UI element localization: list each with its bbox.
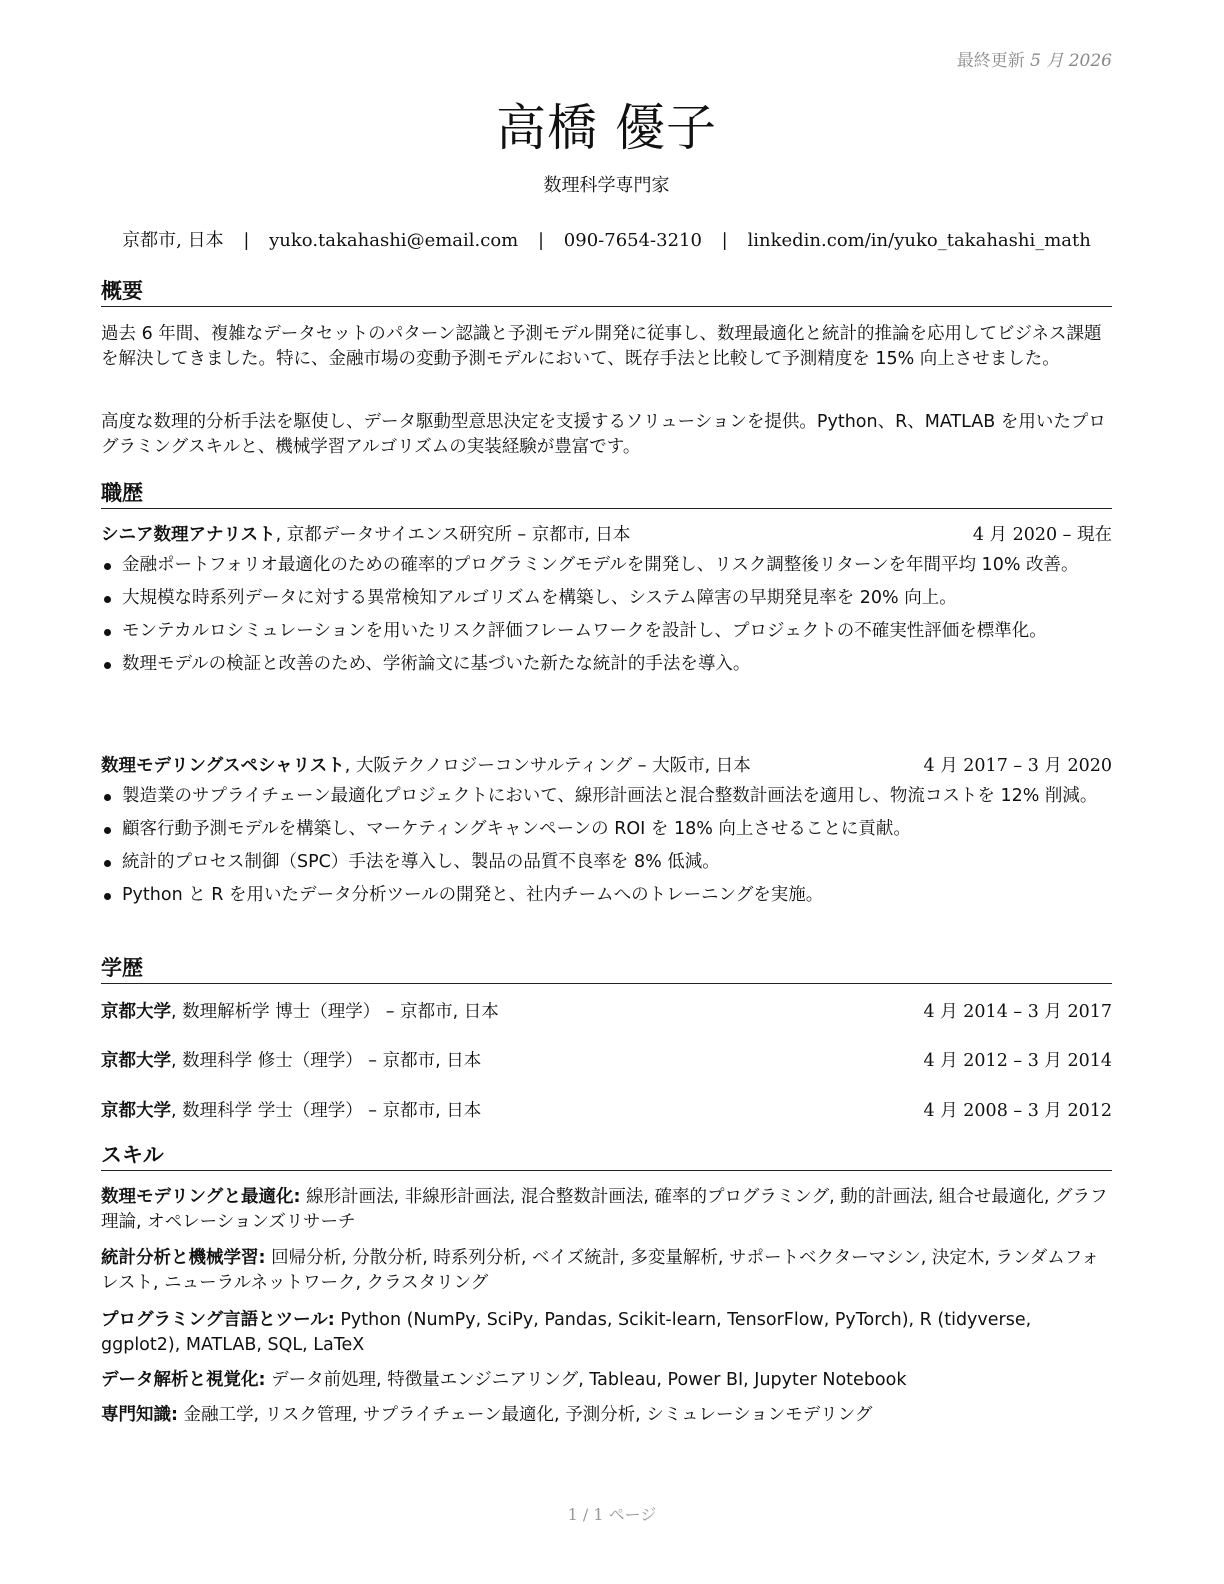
bullet-icon [104,860,111,867]
job-role: 数理モデリングスペシャリスト [101,756,345,776]
bullet-icon [104,893,111,900]
skill-group [101,1368,1112,1393]
job-role: シニア数理アナリスト [101,525,276,545]
list-item: 大規模な時系列データに対する異常検知アルゴリズムを構築し、システム障害の早期発見率を 20% 向上。 [101,586,1112,611]
education-dates: 4 月 2008 – 3 月 2012 [923,1101,1112,1121]
section-title-education: 学歴 [101,955,1112,984]
job-org: , 京都データサイエンス研究所 – 京都市, 日本 [275,525,631,545]
skill-label: データ解析と視覚化: [101,1370,266,1390]
list-item: 金融ポートフォリオ最適化のための確率的プログラミングモデルを開発し、リスク調整後リターンを年間平均 10% 改善。 [101,553,1112,578]
skill-label: 数理モデリングと最適化: [101,1187,301,1207]
bullet-icon [104,794,111,801]
degree-detail: , 数理解析学 博士（理学） – 京都市, 日本 [171,1002,499,1022]
skill-label: 統計分析と機械学習: [101,1248,266,1268]
section-title-experience: 職歴 [101,480,1112,509]
education-dates: 4 月 2012 – 3 月 2014 [923,1051,1112,1071]
skill-text: 金融工学, リスク管理, サプライチェーン最適化, 予測分析, シミュレーションモデリング [178,1405,873,1425]
list-item: 製造業のサプライチェーン最適化プロジェクトにおいて、線形計画法と混合整数計画法を適用し、物流コストを 12% 削減。 [101,784,1112,809]
section-title-summary: 概要 [101,278,1112,307]
skill-label: 専門知識: [101,1405,178,1425]
education-dates: 4 月 2014 – 3 月 2017 [923,1002,1112,1022]
list-item: 顧客行動予測モデルを構築し、マーケティングキャンペーンの ROI を 18% 向上させることに貢献。 [101,817,1112,842]
contact-separator: | [243,230,250,251]
skill-group [101,1185,1112,1235]
list-item: モンテカルロシミュレーションを用いたリスク評価フレームワークを設計し、プロジェクトの不確実性評価を標準化。 [101,619,1112,644]
contact-separator: | [721,230,728,251]
education-entry [101,1049,1112,1073]
contact-email[interactable]: yuko.takahashi@email.com [269,230,519,251]
skill-group [101,1246,1112,1296]
job-bullets [101,553,1112,685]
skill-text: 回帰分析, 分散分析, 時系列分析, ベイズ統計, 多変量解析, サポートベクターマシン, 決定木, ランダムフォレスト, ニューラルネットワーク, クラスタリング [101,1248,1099,1293]
degree-detail: , 数理科学 学士（理学） – 京都市, 日本 [171,1101,482,1121]
bullet-icon [104,662,111,669]
list-item: 数理モデルの検証と改善のため、学術論文に基づいた新たな統計的手法を導入。 [101,652,1112,677]
contact-line [101,226,1112,252]
contact-phone[interactable]: 090-7654-3210 [563,230,702,251]
last-updated-date: 5 月 2026 [1030,51,1112,71]
last-updated-label: 最終更新 [956,51,1025,71]
job-dates: 4 月 2017 – 3 月 2020 [923,756,1112,776]
job-dates: 4 月 2020 – 現在 [972,525,1112,545]
summary-paragraph: 高度な数理的分析手法を駆使し、データ駆動型意思決定を支援するソリューションを提供。Python、R、MATLAB を用いたプログラミングスキルと、機械学習アルゴリズムの実装経験が豊富です。 [101,412,1106,457]
education-entry [101,1000,1112,1024]
degree-detail: , 数理科学 修士（理学） – 京都市, 日本 [171,1051,482,1071]
skill-text: Python (NumPy, SciPy, Pandas, Scikit-learn, TensorFlow, PyTorch), R (tidyverse, ggplot2), MATLAB, SQL, LaTeX [101,1310,1032,1355]
school-name: 京都大学 [101,1101,171,1121]
school-name: 京都大学 [101,1002,171,1022]
contact-location: 京都市, 日本 [122,230,224,251]
list-item: Python と R を用いたデータ分析ツールの開発と、社内チームへのトレーニングを実施。 [101,883,1112,908]
skill-label: プログラミング言語とツール: [101,1310,335,1330]
headline: 数理科学専門家 [543,175,670,196]
skill-group [101,1403,1112,1428]
page-number: 1 / 1 ページ [567,1505,657,1524]
list-item: 統計的プロセス制御（SPC）手法を導入し、製品の品質不良率を 8% 低減。 [101,850,1112,875]
contact-separator: | [537,230,545,251]
job-org: , 大阪テクノロジーコンサルティング – 大阪市, 日本 [344,756,751,776]
bullet-icon [104,596,111,603]
section-title-skills: スキル [101,1142,1112,1171]
job-header [101,523,1112,547]
school-name: 京都大学 [101,1051,171,1071]
job-header [101,754,1112,778]
bullet-icon [104,827,111,834]
skill-text: データ前処理, 特徴量エンジニアリング, Tableau, Power BI, Jupyter Notebook [265,1370,907,1390]
job-bullets [101,784,1112,916]
skill-text: 線形計画法, 非線形計画法, 混合整数計画法, 確率的プログラミング, 動的計画法, 組合せ最適化, グラフ理論, オペレーションズリサーチ [101,1187,1108,1232]
last-updated [957,46,1112,71]
contact-linkedin[interactable]: linkedin.com/in/yuko_takahashi_math [747,230,1091,251]
person-name: 高橋 優子 [496,99,717,157]
bullet-icon [104,563,111,570]
education-entry [101,1099,1112,1123]
summary-paragraph: 過去 6 年間、複雑なデータセットのパターン認識と予測モデル開発に従事し、数理最適化と統計的推論を応用してビジネス課題を解決してきました。特に、金融市場の変動予測モデルにおいて、既存手法と比較して予測精度を 15% 向上させました。 [101,324,1102,369]
bullet-icon [104,629,111,636]
skill-group [101,1308,1112,1358]
